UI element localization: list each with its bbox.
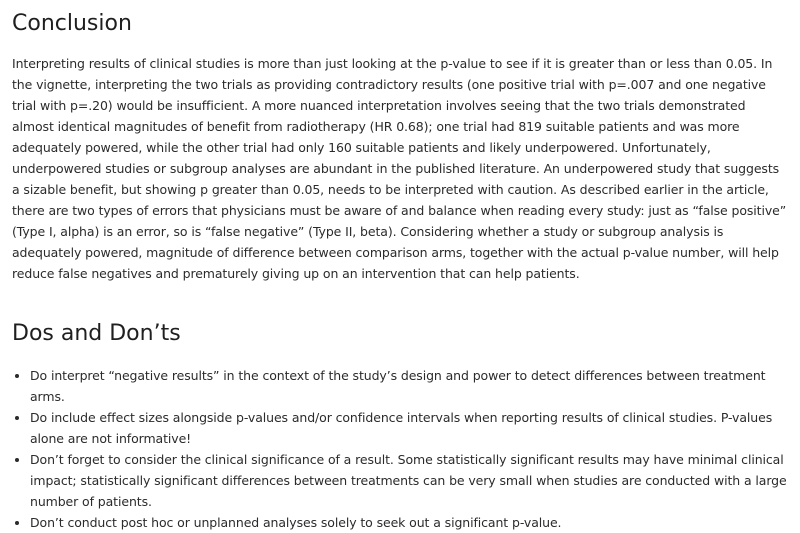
list-item: • Do interpret “negative results” in the context of the study’s design and power to detect differences between treatment arms. — [30, 365, 788, 407]
conclusion-heading: Conclusion — [12, 11, 132, 36]
list-item: • Don’t forget to consider the clinical significance of a result. Some statistically significant results may have minimal clinical impact; statistically significant differences between treatments can be very small when studies are conducted with a large number of patients. — [30, 449, 788, 512]
dos-and-donts-heading: Dos and Don’ts — [12, 321, 181, 346]
conclusion-paragraph: Interpreting results of clinical studies is more than just looking at the p-value to see if it is greater than or less than 0.05. In the vignette, interpreting the two trials as providing contradictory results (one positive trial with p=.007 and one negative trial with p=.20) would be insufficient. A more nuanced interpretation involves seeing that the two trials demonstrated almost identical magnitudes of benefit from radiotherapy (HR 0.68); one trial had 819 suitable patients and was more adequately powered, while the other trial had only 160 suitable patients and likely underpowered. Unfortunately, underpowered studies or subgroup analyses are abundant in the published literature. An underpowered study that suggests a sizable benefit, but showing p greater than 0.05, needs to be interpreted with caution. As described earlier in the article, there are two types of errors that physicians must be aware of and balance when reading every study: just as “false positive” (Type I, alpha) is an error, so is “false negative” (Type II, beta). Considering whether a study or subgroup analysis is adequately powered, magnitude of difference between comparison arms, together with the actual p-value number, will help reduce false negatives and prematurely giving up on an intervention that can help patients. — [12, 56, 787, 281]
list-item: • Do include effect sizes alongside p-values and/or confidence intervals when reporting results of clinical studies. P-values alone are not informative! — [30, 407, 788, 449]
list-item: • Don’t conduct post hoc or unplanned analyses solely to seek out a significant p-value. — [30, 512, 788, 533]
dos-and-donts-list — [12, 365, 788, 533]
